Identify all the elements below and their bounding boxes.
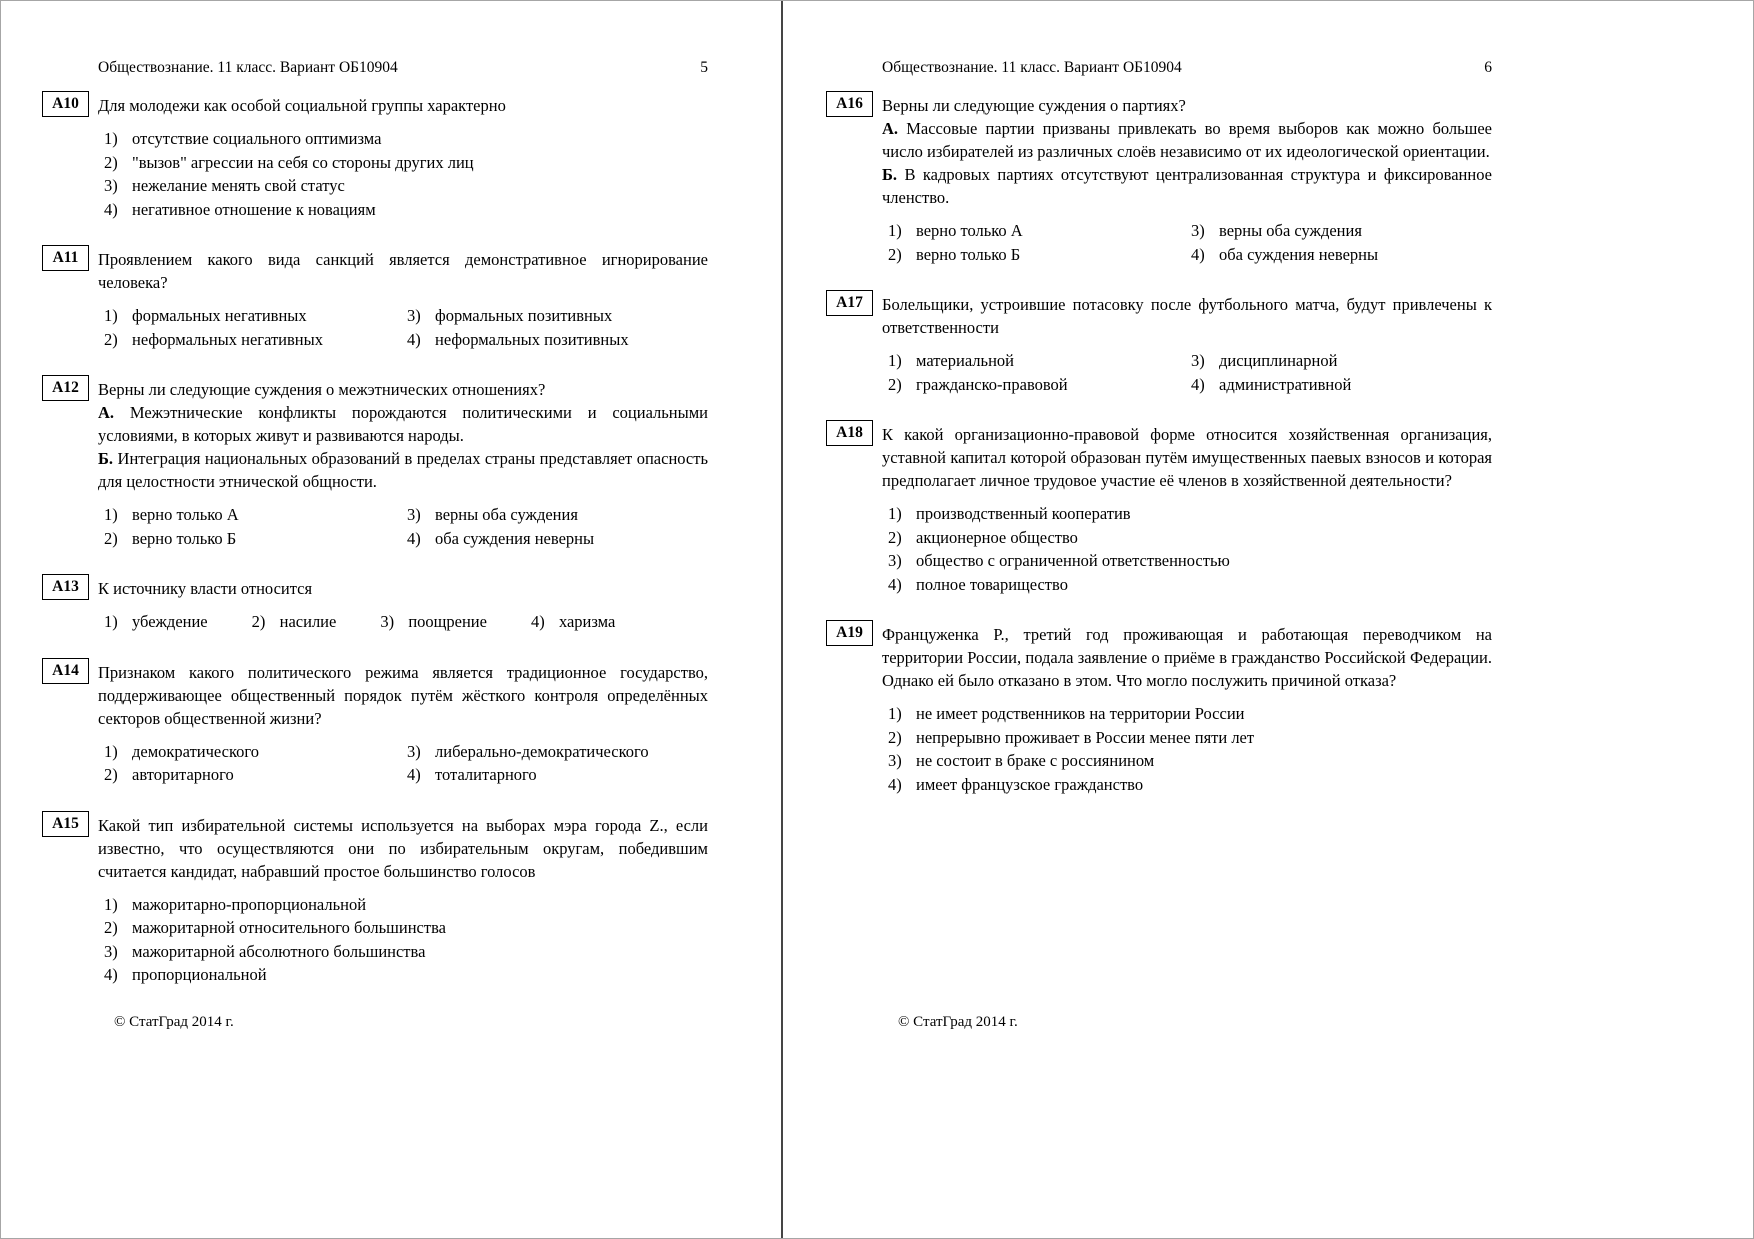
option-3 [1185,349,1492,373]
option-number: 2) [104,765,118,784]
option-3 [882,749,1492,773]
question-А17 [836,293,1492,396]
question-text: К источнику власти относится [98,579,313,598]
option-text: мажоритарной абсолютного большинства [132,941,426,961]
question-label: А11 [42,245,89,271]
option-4 [401,527,708,551]
option-text: административной [1219,374,1352,394]
question-label: А19 [826,620,873,646]
question-label: А13 [42,574,89,600]
options-list [882,219,1492,266]
question-label: А15 [42,811,89,837]
option-number: 1) [104,306,118,325]
option-number: 1) [104,129,118,148]
question-А13 [52,577,708,634]
option-text: верно только Б [916,244,1021,264]
option-number: 4) [407,528,421,548]
option-number: 2) [888,374,902,394]
option-3 [401,503,708,527]
header-title: Обществознание. 11 класс. Вариант ОБ10904 [882,59,1182,76]
option-number: 4) [1191,374,1205,394]
option-text: общество с ограниченной ответственностью [916,551,1230,570]
option-number: 1) [104,612,118,631]
option-number: 4) [888,774,902,794]
option-number: 3) [407,505,421,524]
option-text: верны оба суждения [1219,221,1362,240]
options-list [98,610,708,634]
option-4 [98,963,708,987]
option-text: формальных негативных [132,306,307,325]
option-number: 3) [104,941,118,961]
options-list [98,127,708,221]
option-text: производственный кооператив [916,504,1131,523]
option-3 [98,940,708,964]
option-2 [882,243,1185,267]
option-1 [882,702,1492,726]
option-2 [98,763,401,787]
option-text: отсутствие социального оптимизма [132,129,382,148]
option-text: верно только А [132,505,239,524]
option-number: 3) [407,741,421,761]
question-text: Признаком какого политического режима является традиционное государство, поддерживающее общественный порядок путём жёсткого контроля определённых секторов общественной жизни? [98,662,708,728]
option-3 [98,174,708,198]
question-label: А10 [42,91,89,117]
option-text: оба суждения неверны [1219,244,1379,264]
question-text: Верны ли следующие суждения о межэтнических отношениях? [98,380,546,399]
question-text: К какой организационно-правовой форме относится хозяйственная организация, уставной капитал которой образован путём имущественных паевых взносов и которая предполагает личное трудовое участие её членов в хозяйственной деятельности? [882,425,1492,490]
option-number: 4) [407,329,421,349]
option-number: 3) [1191,221,1205,240]
option-text: формальных позитивных [435,306,613,325]
option-text: верны оба суждения [435,505,578,524]
option-3 [882,549,1492,573]
option-4 [525,610,615,634]
option-text: "вызов" агрессии на себя со стороны других лиц [132,152,474,172]
option-text: имеет французское гражданство [916,774,1144,794]
question-label: А12 [42,375,89,401]
option-number: 1) [888,504,902,523]
options-list [882,702,1492,796]
option-1 [98,304,401,328]
option-number: 2) [251,612,266,631]
option-number: 3) [888,751,902,770]
option-1 [882,219,1185,243]
option-number: 3) [407,306,421,325]
page-number: 6 [1484,59,1492,76]
options-list [98,304,708,351]
page-header [98,58,708,77]
statement-b: Б. В кадровых партиях отсутствуют централизованная структура и фиксированное членство. [882,165,1492,207]
question-label: А16 [826,91,873,117]
option-number: 1) [104,741,118,761]
header-title: Обществознание. 11 класс. Вариант ОБ10904 [98,59,398,76]
option-4 [401,763,708,787]
page-6 [783,1,1754,1238]
option-text: непрерывно проживает в России менее пяти лет [916,727,1255,747]
page-5 [1,1,781,1238]
option-1 [882,349,1185,373]
questions-container [836,94,1492,823]
option-text: акционерное общество [916,527,1078,547]
question-label: А17 [826,290,873,316]
option-4 [882,773,1492,797]
question-А10 [52,94,708,221]
option-3 [374,610,487,634]
option-text: верно только Б [132,528,237,548]
option-1 [98,503,401,527]
question-А15 [52,814,708,987]
option-1 [98,127,708,151]
option-text: демократического [132,741,260,761]
option-text: мажоритарной относительного большинства [132,918,446,937]
option-number: 1) [888,704,902,723]
options-list [882,502,1492,596]
option-1 [882,502,1492,526]
question-text: Для молодежи как особой социальной группы характерно [98,96,506,115]
question-А19 [836,623,1492,796]
option-number: 2) [888,244,902,264]
option-1 [98,610,208,634]
option-4 [1185,373,1492,397]
option-text: убеждение [132,612,208,631]
option-text: мажоритарно-пропорциональной [132,894,367,914]
option-text: негативное отношение к новациям [132,199,376,219]
option-4 [882,573,1492,597]
options-list [98,503,708,550]
question-А16 [836,94,1492,266]
option-text: не имеет родственников на территории России [916,704,1245,723]
questions-container [52,94,708,1014]
option-number: 2) [104,329,118,349]
question-text: Болельщики, устроившие потасовку после футбольного матча, будут привлечены к ответственности [882,295,1492,337]
question-text: Верны ли следующие суждения о партиях? [882,96,1186,115]
option-number: 2) [104,152,118,172]
page-number: 5 [700,59,708,76]
option-text: гражданско-правовой [916,374,1068,394]
option-2 [882,726,1492,750]
option-1 [98,893,708,917]
option-number: 4) [1191,244,1205,264]
option-text: полное товарищество [916,574,1068,594]
options-list [98,893,708,987]
question-А11 [52,248,708,351]
option-number: 3) [380,612,395,631]
option-4 [1185,243,1492,267]
option-2 [98,527,401,551]
question-text: Какой тип избирательной системы используется на выборах мэра города Z., если известно, что осуществляются они по избирательным округам, победившим считается кандидат, набравший простое большинство голосов [98,815,708,881]
option-2 [246,610,337,634]
option-text: насилие [279,612,337,631]
question-text: Француженка Р., третий год проживающая и работающая переводчиком на территории России, подала заявление о приёме в гражданство Российской Федерации. Однако ей было отказано в этом. Что могло послужить причиной отказа? [882,625,1492,690]
question-label: А14 [42,658,89,684]
option-text: верно только А [916,221,1023,240]
option-text: пропорциональной [132,965,267,984]
option-4 [401,328,708,352]
option-number: 4) [888,574,902,594]
option-text: оба суждения неверны [435,528,595,548]
statement-a: А. Межэтнические конфликты порождаются политическими и социальными условиями, в которых живут и развиваются народы. [98,403,708,445]
option-number: 4) [104,199,118,219]
option-number: 2) [104,918,118,937]
question-А14 [52,661,708,787]
option-text: тоталитарного [435,765,537,784]
option-4 [98,198,708,222]
option-number: 1) [104,505,118,524]
option-text: неформальных негативных [132,329,323,349]
option-text: либерально-демократического [435,741,649,761]
option-number: 2) [888,527,902,547]
option-number: 4) [530,612,545,631]
option-text: авторитарного [132,765,234,784]
option-number: 4) [407,765,421,784]
option-text: харизма [558,612,616,631]
option-text: поощрение [408,612,487,631]
option-text: дисциплинарной [1219,351,1338,370]
options-list [98,740,708,787]
option-number: 1) [104,894,118,914]
option-number: 1) [888,351,902,370]
option-1 [98,740,401,764]
statement-b: Б. Интеграция национальных образований в пределах страны представляет опасность для целостности этнической общности. [98,449,708,491]
page-header [882,58,1492,77]
page-footer: © СтатГрад 2014 г. [898,1014,1018,1030]
option-number: 1) [888,221,902,240]
option-2 [98,328,401,352]
question-label: А18 [826,420,873,446]
option-2 [882,526,1492,550]
option-2 [882,373,1185,397]
question-А12 [52,378,708,550]
page-footer: © СтатГрад 2014 г. [114,1014,234,1030]
question-А18 [836,423,1492,596]
statement-a: А. Массовые партии призваны привлекать во время выборов как можно большее число избирателей из различных слоёв независимо от их идеологической ориентации. [882,119,1492,161]
option-2 [98,916,708,940]
option-number: 2) [888,727,902,747]
option-number: 3) [104,176,118,195]
question-text: Проявлением какого вида санкций является демонстративное игнорирование человека? [98,250,708,292]
option-text: нежелание менять свой статус [132,176,345,195]
option-number: 2) [104,528,118,548]
option-text: не состоит в браке с россиянином [916,751,1155,770]
option-text: материальной [916,351,1014,370]
option-2 [98,151,708,175]
option-number: 3) [888,551,902,570]
option-3 [1185,219,1492,243]
option-3 [401,304,708,328]
option-number: 4) [104,965,118,984]
options-list [882,349,1492,396]
option-number: 3) [1191,351,1205,370]
option-text: неформальных позитивных [435,329,629,349]
option-3 [401,740,708,764]
